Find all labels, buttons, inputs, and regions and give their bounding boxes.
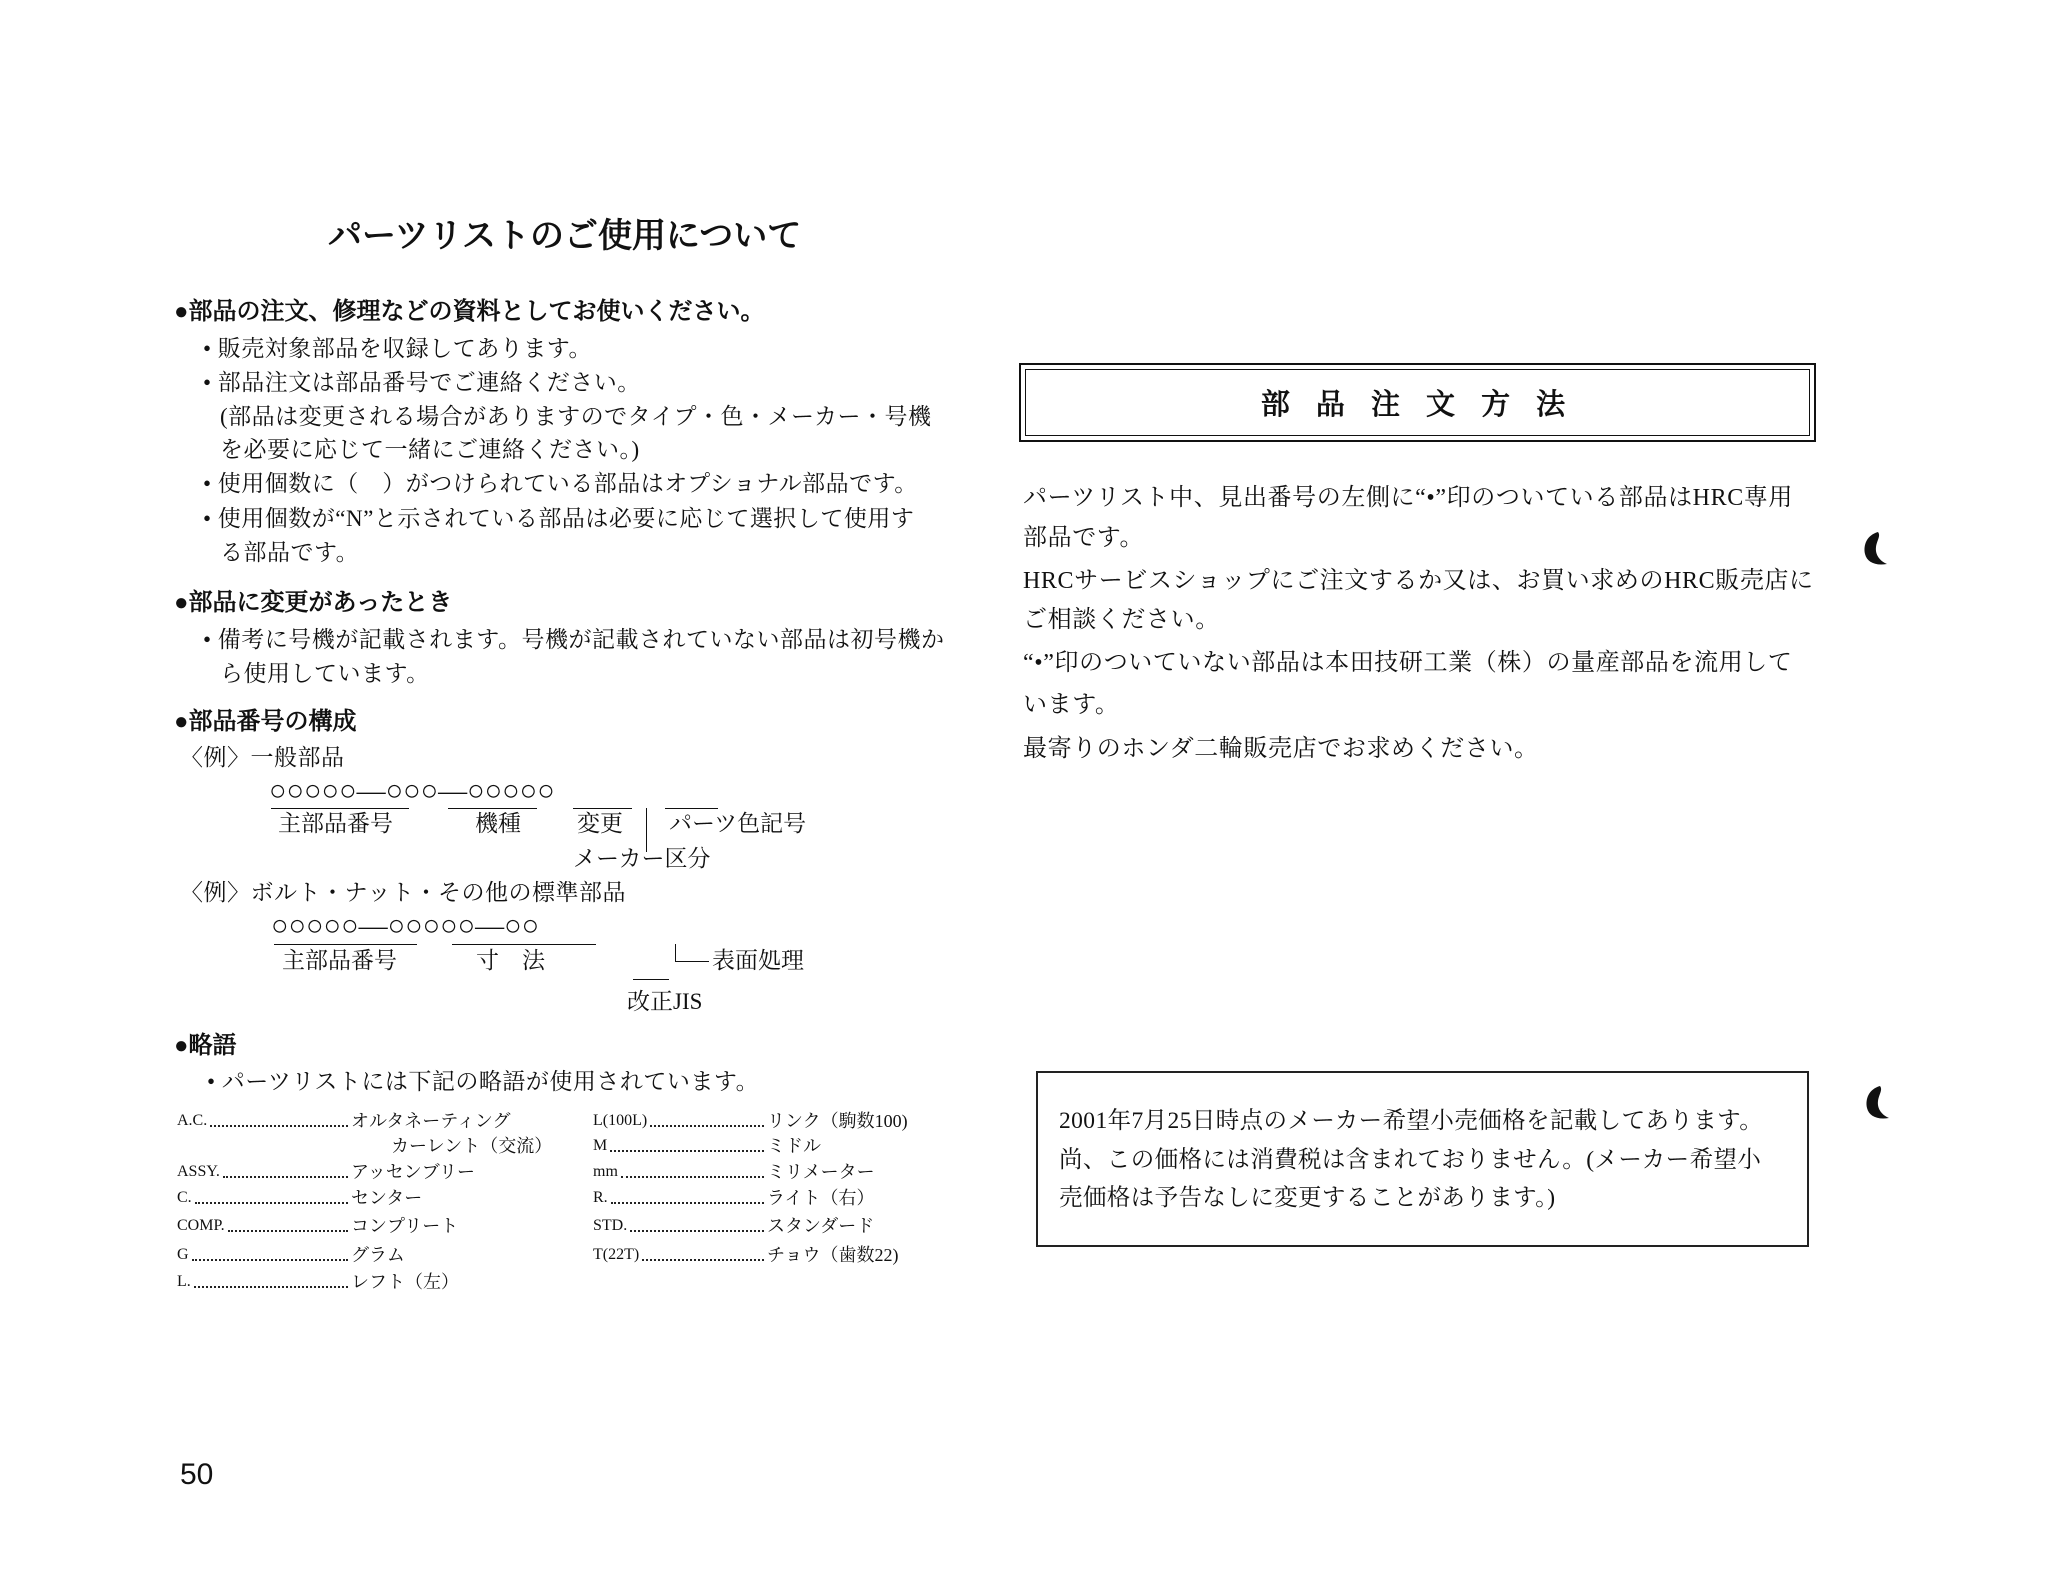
abbreviation-value: ミドル <box>767 1136 821 1156</box>
abbreviation-value: コンプリート <box>351 1216 459 1236</box>
abbreviation-term-cell <box>177 1243 351 1267</box>
dot-leader <box>194 1286 348 1288</box>
order-method-line: います。 <box>1023 692 1120 718</box>
usage-line: • 部品注文は部品番号でご連絡ください。 <box>203 370 641 395</box>
order-method-line: 部品です。 <box>1023 525 1145 551</box>
abbreviation-term-cell <box>177 1160 351 1184</box>
example1-maker-label: メーカー区分 <box>573 846 711 871</box>
dot-leader <box>621 1176 764 1178</box>
price-note-line: 売価格は予告なしに変更することがあります。) <box>1059 1185 1556 1211</box>
abbreviation-row <box>391 1134 552 1158</box>
example2-main-label: 主部品番号 <box>282 948 397 973</box>
dot-leader <box>642 1259 764 1261</box>
abbreviation-term-cell <box>593 1109 767 1133</box>
abbreviation-term-cell <box>177 1109 351 1133</box>
abbreviation-row <box>177 1270 459 1294</box>
abbreviation-term-cell <box>593 1243 767 1267</box>
abbreviation-term: ASSY. <box>177 1163 220 1180</box>
part-number-heading: ●部品番号の構成 <box>174 708 357 735</box>
bracket-line <box>271 808 409 809</box>
example2-label: 〈例〉ボルト・ナット・その他の標準部品 <box>180 880 627 905</box>
example1-main-label: 主部品番号 <box>278 811 393 836</box>
abbreviation-value: センター <box>351 1188 423 1208</box>
abbreviation-value: カーレント（交流） <box>391 1136 553 1156</box>
abbreviation-row <box>593 1214 874 1238</box>
price-note-line: 尚、この価格には消費税は含まれておりません。(メーカー希望小 <box>1059 1147 1762 1173</box>
abbreviation-value: グラム <box>351 1245 405 1265</box>
order-method-title-box <box>1019 363 1816 442</box>
usage-heading: ●部品の注文、修理などの資料としてお使いください。 <box>174 298 765 325</box>
dot-leader <box>195 1202 348 1204</box>
abbreviation-value: スタンダード <box>767 1216 875 1236</box>
order-method-title-inner-border <box>1025 369 1810 436</box>
abbreviation-term-cell <box>177 1214 351 1238</box>
dot-leader <box>610 1150 764 1152</box>
example1-label: 〈例〉一般部品 <box>180 745 345 770</box>
abbreviation-term: COMP. <box>177 1217 225 1234</box>
abbreviation-row <box>593 1109 908 1133</box>
abbreviation-term-cell <box>593 1160 767 1184</box>
bracket-line <box>665 808 718 809</box>
dot-leader <box>611 1202 764 1204</box>
usage-line: • 販売対象部品を収録してあります。 <box>203 336 592 361</box>
punch-mark-icon <box>1864 1085 1892 1121</box>
order-method-line: HRCサービスショップにご注文するか又は、お買い求めのHRC販売店に <box>1023 568 1814 594</box>
bracket-line <box>452 944 596 945</box>
price-note-line: 2001年7月25日時点のメーカー希望小売価格を記載してあります。 <box>1059 1108 1764 1134</box>
order-method-title: 部 品 注 文 方 法 <box>1260 389 1575 421</box>
abbreviation-value: アッセンブリー <box>351 1162 476 1182</box>
dot-leader <box>223 1176 348 1178</box>
abbreviation-row <box>177 1243 405 1267</box>
changes-line: ら使用しています。 <box>220 661 430 686</box>
example2-code: ○○○○○—○○○○○—○○ <box>271 910 540 942</box>
abbreviation-row <box>593 1160 875 1184</box>
dot-leader <box>650 1125 764 1127</box>
changes-line: • 備考に号機が記載されます。号機が記載されていない部品は初号機か <box>203 627 945 652</box>
abbreviation-term: R. <box>593 1189 608 1206</box>
abbreviation-value: オルタネーティング <box>351 1111 511 1131</box>
order-method-line: 最寄りのホンダ二輪販売店でお求めください。 <box>1023 736 1539 762</box>
abbreviation-row <box>177 1160 475 1184</box>
changes-heading: ●部品に変更があったとき <box>174 589 453 616</box>
abbreviation-row <box>593 1186 874 1210</box>
dot-leader <box>630 1230 764 1232</box>
abbreviation-row <box>177 1109 510 1133</box>
abbreviation-row <box>593 1134 821 1158</box>
example2-jis-label: 改正JIS <box>627 989 703 1014</box>
abbreviation-row <box>177 1186 422 1210</box>
bracket-line <box>633 979 669 980</box>
abbreviation-term-cell <box>593 1214 767 1238</box>
abbreviation-term: M <box>593 1137 608 1154</box>
abbreviation-term: C. <box>177 1189 192 1206</box>
example1-code: ○○○○○—○○○—○○○○○ <box>269 775 555 807</box>
abbreviation-value: レフト（左） <box>351 1272 459 1292</box>
abbreviations-intro: • パーツリストには下記の略語が使用されています。 <box>207 1069 760 1094</box>
usage-line: (部品は変更される場合がありますのでタイプ・色・メーカー・号機 <box>220 404 932 429</box>
corner-bracket-line <box>675 944 709 962</box>
bracket-line <box>448 808 537 809</box>
example1-change-label: 変更 <box>577 811 623 836</box>
punch-mark-icon <box>1862 531 1890 567</box>
dot-leader <box>228 1230 348 1232</box>
abbreviation-row <box>177 1214 458 1238</box>
abbreviation-term: G <box>177 1246 189 1263</box>
dot-leader <box>192 1259 348 1261</box>
dot-leader <box>210 1125 348 1127</box>
abbreviation-value: リンク（駒数100) <box>767 1111 908 1131</box>
example1-color-label: パーツ色記号 <box>669 811 807 836</box>
abbreviation-term-cell <box>593 1186 767 1210</box>
page-number: 50 <box>180 1458 214 1491</box>
order-method-line: “•”印のついていない部品は本田技研工業（株）の量産部品を流用して <box>1023 650 1793 676</box>
usage-line: • 使用個数が“N”と示されている部品は必要に応じて選択して使用す <box>203 506 915 531</box>
abbreviation-row <box>593 1243 898 1267</box>
abbreviation-term: STD. <box>593 1217 628 1234</box>
abbreviation-term-cell <box>593 1134 767 1158</box>
order-method-line: パーツリスト中、見出番号の左側に“•”印のついている部品はHRC専用 <box>1023 485 1794 511</box>
abbreviation-term-cell <box>177 1186 351 1210</box>
abbreviation-term: A.C. <box>177 1112 208 1129</box>
abbreviations-heading: ●略語 <box>174 1032 237 1059</box>
abbreviation-value: ミリメーター <box>767 1162 875 1182</box>
abbreviation-value: ライト（右） <box>767 1188 875 1208</box>
abbreviation-term-cell <box>177 1270 351 1294</box>
page-title: パーツリストのご使用について <box>328 217 802 255</box>
abbreviation-term: L. <box>177 1273 191 1290</box>
bracket-line <box>274 944 417 945</box>
abbreviation-term: T(22T) <box>593 1246 640 1263</box>
example1-model-label: 機種 <box>475 811 521 836</box>
usage-line: を必要に応じて一緒にご連絡ください。) <box>220 437 640 462</box>
abbreviation-term: L(100L) <box>593 1112 648 1129</box>
usage-line: る部品です。 <box>220 540 360 565</box>
abbreviation-value: チョウ（歯数22) <box>767 1245 899 1265</box>
order-method-line: ご相談ください。 <box>1023 607 1220 633</box>
usage-line: • 使用個数に（ ）がつけられている部品はオプショナル部品です。 <box>203 471 918 496</box>
example2-size-label: 寸 法 <box>476 948 545 973</box>
bracket-line <box>573 808 632 809</box>
abbreviation-term: mm <box>593 1163 618 1180</box>
example2-finish-label: 表面処理 <box>712 948 804 973</box>
